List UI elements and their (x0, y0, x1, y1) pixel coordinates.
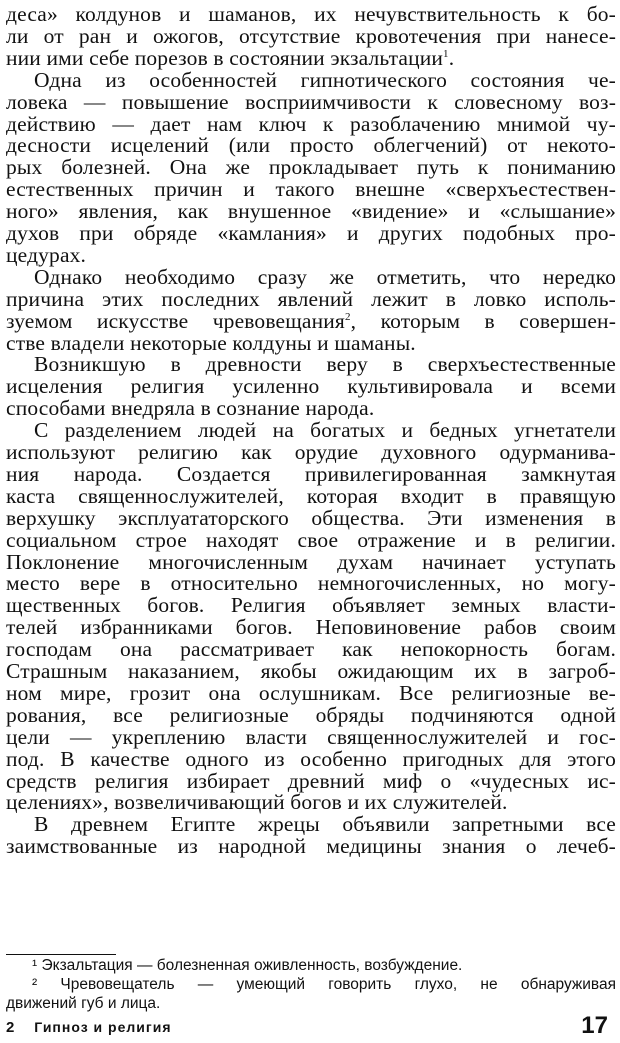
text-line-content: социальном строе находят свое отражение и в религии. (6, 527, 616, 552)
text-line-content: каста священнослужителей, которая входит в правящую (6, 483, 616, 508)
footnote-reference: 2 (344, 310, 351, 323)
text-line (6, 221, 616, 245)
text-line-content: Поклонение многочисленным духам начинает уступать (6, 549, 616, 574)
text-line-content: исцеления религия усиленно культивировала и всеми (6, 374, 616, 399)
text-line (6, 812, 616, 836)
text-line-content: способами внедряла в сознание народа. (6, 396, 375, 421)
text-line (6, 834, 616, 858)
text-line (6, 725, 616, 749)
text-line (6, 769, 616, 793)
text-line-content: телей избранниками богов. Неповиновение рабов своим (6, 615, 616, 640)
text-line (6, 703, 616, 727)
text-line (6, 550, 616, 574)
text-line-content: верхушку эксплуататорского общества. Эти изменения в (6, 505, 616, 530)
text-line (6, 418, 616, 442)
text-line-content: целениях», возвеличивающий богов и их служителей. (6, 790, 508, 815)
signature-title: Гипноз и религия (34, 1019, 172, 1035)
text-line-content: естественных причин и такого внешне «сверхъестествен- (6, 177, 616, 202)
text-line-content: Возникшую в древности веру в сверхъестественные (34, 352, 616, 377)
text-line-content: под. В качестве одного из особенно пригодных для этого (6, 746, 616, 771)
text-line-content: действию — дает нам ключ к разоблачению мнимой чу- (6, 111, 616, 136)
text-line-content: щественных богов. Религия объявляет земных власти- (6, 593, 616, 618)
footnote-line: движений губ и лица. (6, 995, 161, 1012)
text-line (6, 177, 616, 201)
text-line (6, 484, 616, 508)
text-line-content: десности исцелений (или просто облегчений) от некото- (6, 133, 616, 158)
text-line (6, 287, 616, 311)
text-line-content: ловека — повышение восприимчивости к словесному воз- (6, 89, 616, 114)
text-line (6, 243, 616, 267)
text-line (6, 396, 616, 420)
text-line (6, 659, 616, 683)
text-line-content: господам она рассматривает как непокорность богам. (6, 637, 616, 662)
text-line-content: Одна из особенностей гипнотического состояния че- (34, 67, 616, 92)
footnote-line: ¹ Экзальтация — болезненная оживленность, возбуждение. (32, 957, 463, 974)
text-line (6, 615, 616, 639)
text-line-content: ном мире, грозит она ослушникам. Все религиозные ве- (6, 680, 616, 705)
text-line-content: ния народа. Создается привилегированная замкнутая (6, 461, 616, 486)
text-line (6, 265, 616, 289)
text-line (6, 68, 616, 92)
text-line (6, 331, 616, 355)
footnote-line: ² Чревовещатель — умеющий говорить глухо, не обнаруживая (32, 976, 616, 993)
text-line (6, 2, 616, 26)
text-line (6, 374, 616, 398)
text-line-content: цедурах. (6, 242, 87, 267)
signature-number: 2 (6, 1019, 16, 1036)
text-line (6, 199, 616, 223)
text-line (6, 790, 616, 814)
text-line-content: ного» явления, как внушенное «видение» и «слышание» (6, 199, 616, 224)
text-line (6, 155, 616, 179)
text-line (6, 309, 616, 333)
text-line (6, 24, 616, 48)
text-line (6, 571, 616, 595)
signature-mark (6, 1019, 172, 1036)
text-line (6, 112, 616, 136)
text-line-content: В древнем Египте жрецы объявили запретными все (34, 812, 616, 837)
text-line (6, 352, 616, 376)
text-line-content: рых болезней. Она же прокладывает путь к пониманию (6, 155, 616, 180)
text-line-content: причина этих последних явлений лежит в ловко исполь- (6, 286, 616, 311)
text-line (6, 133, 616, 157)
text-line-content: Страшным наказанием, якобы ожидающим их в загроб- (6, 659, 616, 683)
text-line (6, 593, 616, 617)
text-line-content: ли от ран и ожогов, отсутствие кровотечения при нанесе- (6, 23, 616, 48)
text-line-continuation: , которым в совершен- (350, 308, 616, 333)
text-line (6, 90, 616, 114)
text-line (6, 506, 616, 530)
footnote-separator (6, 954, 116, 955)
text-line-continuation: . (448, 45, 455, 70)
text-line-content: цели — укреплению власти священнослужителей и гос- (6, 724, 616, 749)
text-line-content: средств религия избирает древний миф о «чудесных ис- (6, 768, 616, 793)
text-line (6, 681, 616, 705)
text-line-content: место вере в относительно немногочисленных, но могу- (6, 571, 616, 596)
text-line (6, 637, 616, 661)
text-line (6, 440, 616, 464)
text-line-content: заимствованные из народной медицины знания о лечеб- (6, 834, 616, 859)
text-line-content: Однако необходимо сразу же отметить, что нередко (34, 264, 616, 289)
text-line (6, 462, 616, 486)
footnote-reference: 1 (443, 47, 449, 60)
text-line-content: зуемом искусстве чревовещания (6, 308, 345, 333)
book-page (6, 0, 616, 1043)
text-line-content: С разделением людей на богатых и бедных угнетатели (34, 418, 616, 443)
text-line (6, 528, 616, 552)
text-line-content: рования, все религиозные обряды подчиняются одной (6, 702, 616, 727)
text-line-content: деса» колдунов и шаманов, их нечувствительность к бо- (6, 2, 616, 26)
text-line-content: стве владели некоторые колдуны и шаманы. (6, 330, 416, 355)
page-number: 17 (581, 1012, 608, 1039)
text-line-content: используют религию как орудие духовного одурманива- (6, 440, 616, 464)
text-line-content: нии ими себе порезов в состоянии экзальтации (6, 45, 444, 70)
text-line-content: духов при обряде «камлания» и других подобных про- (6, 221, 616, 245)
text-line (6, 747, 616, 771)
text-line (6, 46, 616, 70)
